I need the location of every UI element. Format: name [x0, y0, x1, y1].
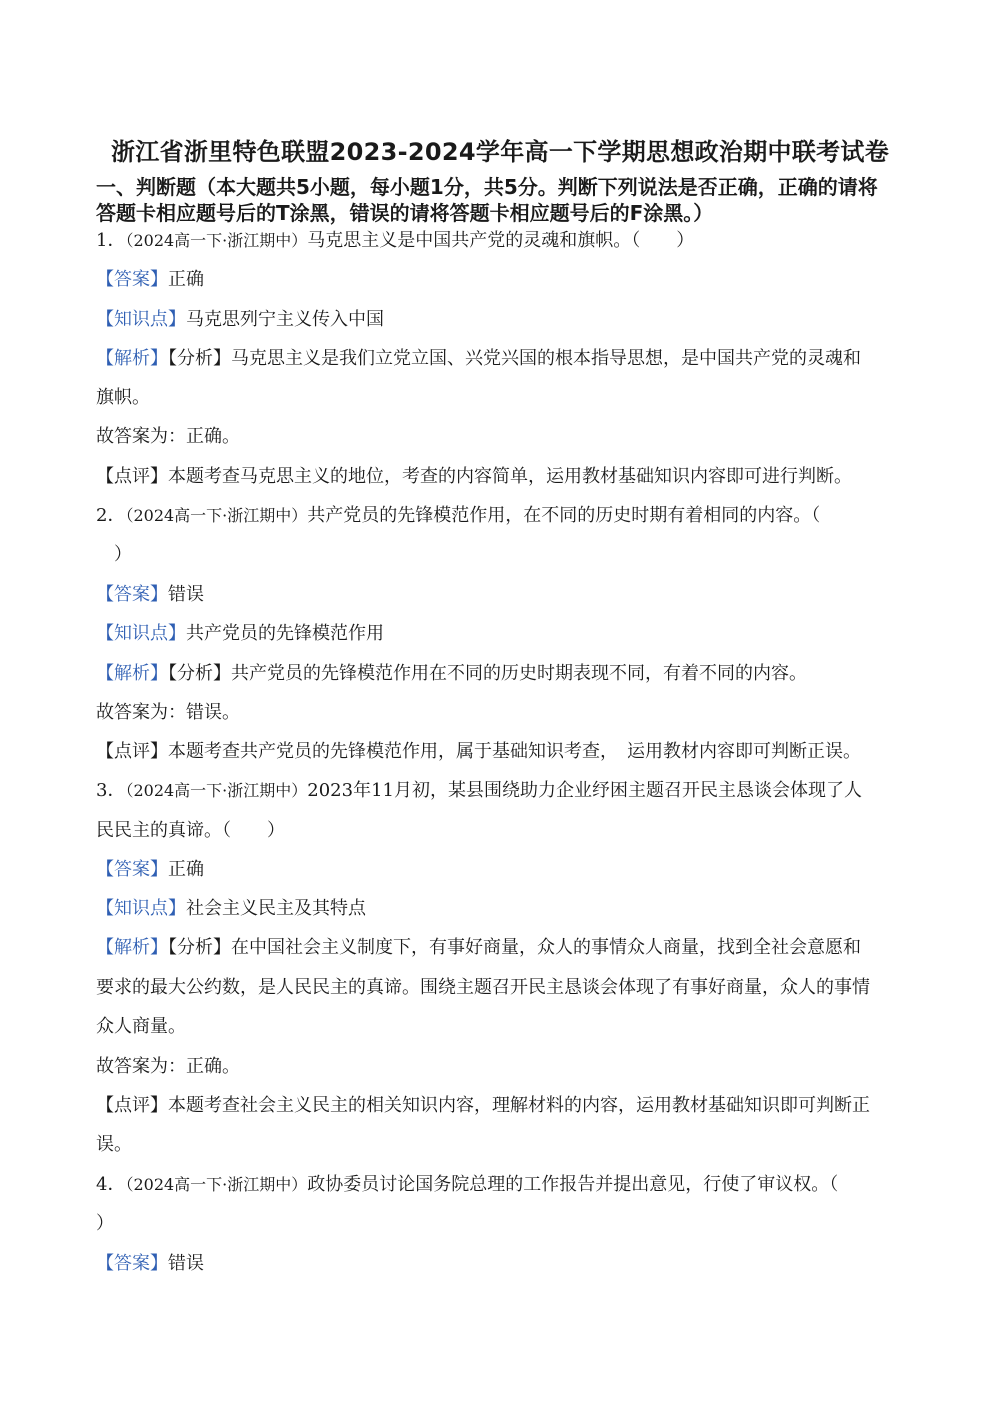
- question-stem: 马克思主义是中国共产党的灵魂和旗帜。（ ）: [307, 230, 695, 251]
- page-title: 浙江省浙里特色联盟2023-2024学年高一下学期思想政治期中联考试卷: [110, 138, 890, 166]
- analysis-label: 【解析】: [96, 348, 168, 369]
- analysis-text: 在中国社会主义制度下，有事好商量，众人的事情众人商量，找到全社会意愿和: [231, 937, 861, 958]
- question-3-comment-line-2: 误。: [96, 1134, 132, 1155]
- knowledge-value: 共产党员的先锋模范作用: [186, 623, 384, 644]
- question-1-comment: [96, 464, 896, 490]
- question-stem: 共产党员的先锋模范作用，在不同的历史时期有着相同的内容。（: [307, 505, 821, 526]
- question-4-answer: [96, 1251, 896, 1277]
- knowledge-value: 社会主义民主及其特点: [186, 898, 366, 919]
- answer-value: 正确: [168, 859, 204, 880]
- question-source: （2024高一下·浙江期中）: [125, 231, 308, 250]
- question-2-analysis-line-1: [96, 661, 896, 687]
- fenxi-label: 【分析】: [168, 663, 231, 684]
- question-3-analysis-line-3: 众人商量。: [96, 1016, 186, 1037]
- conclusion-label: 故答案为：: [96, 426, 186, 447]
- question-source: （2024高一下·浙江期中）: [125, 506, 308, 525]
- comment-label: 【点评】: [96, 741, 168, 762]
- question-3-stem-line-2: 民民主的真谛。（ ）: [96, 820, 285, 841]
- comment-label: 【点评】: [96, 1095, 168, 1116]
- question-stem: 政协委员讨论国务院总理的工作报告并提出意见，行使了审议权。（: [307, 1174, 839, 1195]
- question-1-answer: [96, 267, 896, 293]
- question-2-knowledge: [96, 621, 896, 647]
- question-3-comment-line-1: [96, 1093, 896, 1119]
- comment-text: 本题考查社会主义民主的相关知识内容，理解材料的内容，运用教材基础知识即可判断正: [168, 1095, 870, 1116]
- knowledge-label: 【知识点】: [96, 623, 186, 644]
- comment-text: 本题考查共产党员的先锋模范作用，属于基础知识考查， 运用教材内容即可判断正误。: [168, 741, 861, 762]
- question-3-stem-line-1: [96, 778, 896, 804]
- question-3-analysis-line-1: [96, 935, 896, 961]
- question-2-stem-line-1: [96, 503, 896, 529]
- question-4-stem-line-1: [96, 1172, 896, 1198]
- question-source: （2024高一下·浙江期中）: [125, 781, 308, 800]
- question-source: （2024高一下·浙江期中）: [125, 1175, 308, 1194]
- fenxi-label: 【分析】: [168, 348, 231, 369]
- answer-label: 【答案】: [96, 1253, 168, 1274]
- conclusion-value: 正确。: [186, 1056, 240, 1077]
- question-2-stem-line-2: ）: [114, 544, 132, 565]
- answer-value: 错误: [168, 1253, 204, 1274]
- knowledge-label: 【知识点】: [96, 898, 186, 919]
- question-3-knowledge: [96, 896, 896, 922]
- answer-label: 【答案】: [96, 584, 168, 605]
- comment-text: 本题考查马克思主义的地位，考查的内容简单，运用教材基础知识内容即可进行判断。: [168, 466, 852, 487]
- question-stem: 2023年11月初，某县围绕助力企业纾困主题召开民主恳谈会体现了人: [307, 780, 862, 801]
- question-number: 3．: [96, 780, 126, 801]
- question-number: 2．: [96, 505, 126, 526]
- analysis-label: 【解析】: [96, 663, 168, 684]
- fenxi-label: 【分析】: [168, 937, 231, 958]
- question-2-conclusion: [96, 700, 896, 726]
- conclusion-label: 故答案为：: [96, 702, 186, 723]
- question-3-conclusion: [96, 1054, 896, 1080]
- answer-value: 正确: [168, 269, 204, 290]
- analysis-text: 马克思主义是我们立党立国、兴党兴国的根本指导思想，是中国共产党的灵魂和: [231, 348, 861, 369]
- question-3-answer: [96, 857, 896, 883]
- conclusion-value: 错误。: [186, 702, 240, 723]
- conclusion-label: 故答案为：: [96, 1056, 186, 1077]
- question-number: 1．: [96, 230, 126, 251]
- question-2-comment: [96, 739, 896, 765]
- question-4-stem-line-2: ）: [96, 1213, 114, 1234]
- section-heading-line-1: 一、判断题（本大题共5小题，每小题1分，共5分。判断下列说法是否正确，正确的请将: [96, 175, 878, 199]
- question-1-analysis-line-1: [96, 346, 896, 372]
- question-number: 4．: [96, 1174, 126, 1195]
- question-3-analysis-line-2: 要求的最大公约数，是人民民主的真谛。围绕主题召开民主恳谈会体现了有事好商量，众人的事情: [96, 977, 870, 998]
- question-1-knowledge: [96, 307, 896, 333]
- knowledge-label: 【知识点】: [96, 309, 186, 330]
- answer-label: 【答案】: [96, 269, 168, 290]
- question-1-conclusion: [96, 424, 896, 450]
- analysis-text: 共产党员的先锋模范作用在不同的历史时期表现不同，有着不同的内容。: [231, 663, 807, 684]
- answer-value: 错误: [168, 584, 204, 605]
- conclusion-value: 正确。: [186, 426, 240, 447]
- knowledge-value: 马克思列宁主义传入中国: [186, 309, 384, 330]
- section-heading-line-2: 答题卡相应题号后的T涂黑，错误的请将答题卡相应题号后的F涂黑。）: [96, 201, 714, 225]
- question-1-analysis-line-2: 旗帜。: [96, 387, 150, 408]
- question-1-stem-line-1: [96, 228, 896, 254]
- question-2-answer: [96, 582, 896, 608]
- answer-label: 【答案】: [96, 859, 168, 880]
- analysis-label: 【解析】: [96, 937, 168, 958]
- comment-label: 【点评】: [96, 466, 168, 487]
